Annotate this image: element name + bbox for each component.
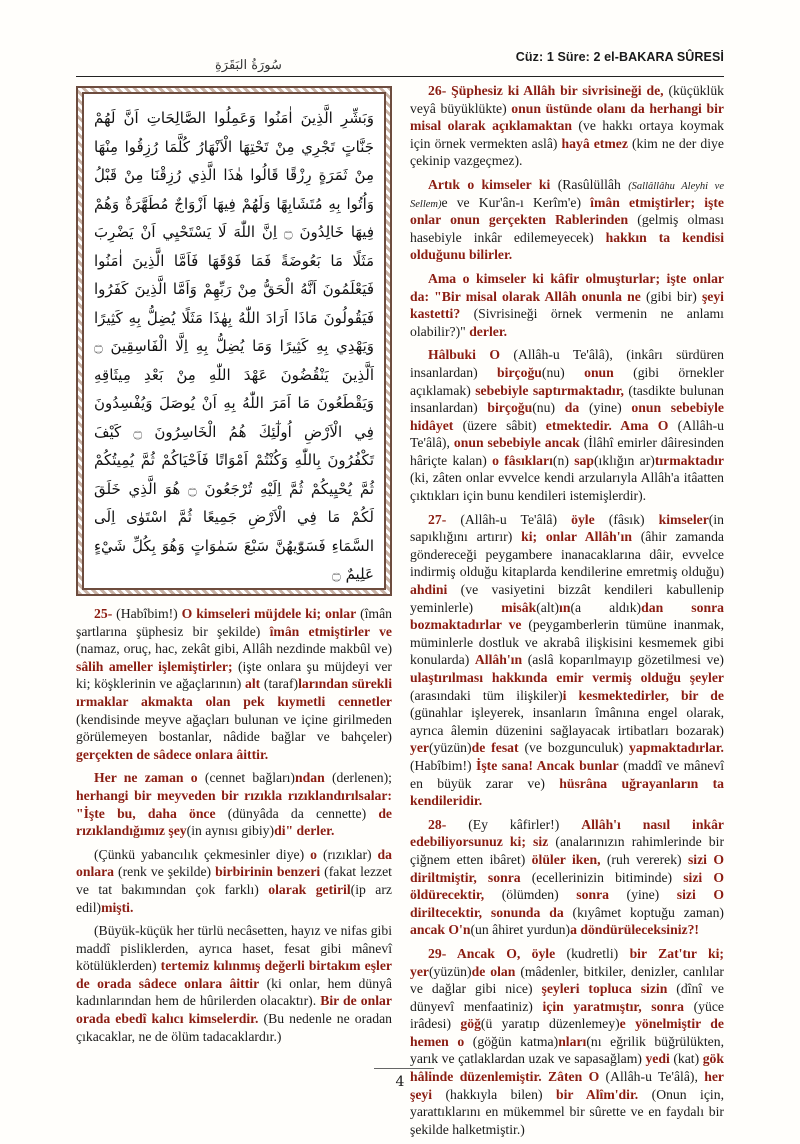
- bold-text: her şeyi: [410, 1069, 724, 1102]
- bold-text: onun sebebiyle ancak: [453, 435, 580, 451]
- bold-text: da onlara: [76, 846, 392, 880]
- plain-text: (Habîbim!): [116, 606, 182, 621]
- plain-text: (ve vasiyetini bizzât kendileri kabullenip yeminlerle): [410, 582, 724, 615]
- bold-text: sebebiyle saptırmaktadır,: [475, 382, 624, 398]
- bold-text: ın: [559, 599, 571, 615]
- bold-text: îmân etmiştirler ve: [269, 623, 393, 639]
- bold-text: a döndürüleceksiniz?!: [570, 922, 699, 938]
- bold-text: 26- Şüphesiz ki Allâh bir sivrisineği de,: [428, 83, 664, 98]
- bold-text: 28-: [428, 816, 469, 832]
- paragraph: [410, 816, 724, 939]
- plain-text: (nu): [532, 400, 565, 416]
- bold-text: ndan: [295, 770, 325, 786]
- plain-text: (in sapıklığını artırır): [410, 511, 724, 545]
- arabic-frame: [76, 86, 392, 596]
- plain-text: (kat): [669, 1051, 703, 1067]
- plain-text: (günahlar işleyerek, insanların îmânına engel olarak, ayrıca âlemin düzenini sağlayacak irtibatları bozarak): [410, 705, 724, 738]
- plain-text: (küçüklük veyâ büyüklükte): [410, 83, 725, 116]
- arabic-text: وَبَشِّرِ الَّذِينَ اٰمَنُوا وَعَمِلُوا الصَّالِحَاتِ اَنَّ لَهُمْ جَنَّاتٍ تَجْرِي مِنْ تَحْتِهَا الْاَنْهَارُ كُلَّمَا رُزِقُوا مِنْهَا مِنْ ثَمَرَةٍ رِزْقًا قَالُوا هٰذَا الَّذِي رُزِقْنَا مِنْ قَبْلُ وَاُتُوا بِهِ مُتَشَابِهًا وَلَهُمْ فِيهَا اَزْوَاجٌ مُطَهَّرَةٌ وَهُمْ فِيهَا خَالِدُونَ ۝ اِنَّ اللّٰهَ لَا يَسْتَحْيِي اَنْ يَضْرِبَ مَثَلًا مَا بَعُوضَةً فَمَا فَوْقَهَا فَاَمَّا الَّذِينَ اٰمَنُوا فَيَعْلَمُونَ اَنَّهُ الْحَقُّ مِنْ رَبِّهِمْ وَاَمَّا الَّذِينَ كَفَرُوا فَيَقُولُونَ مَاذَا اَرَادَ اللّٰهُ بِهٰذَا مَثَلًا يُضِلُّ بِهِ كَثِيرًا وَيَهْدِي بِهِ كَثِيرًا وَمَا يُضِلُّ بِهِ اِلَّا الْفَاسِقِينَ ۝ اَلَّذِينَ يَنْقُضُونَ عَهْدَ اللّٰهِ مِنْ بَعْدِ مِيثَاقِهِ وَيَقْطَعُونَ مَا اَمَرَ اللّٰهُ بِهِ اَنْ يُوصَلَ وَيُفْسِدُونَ فِي الْاَرْضِ اُولٰٓئِكَ هُمُ الْخَاسِرُونَ ۝ كَيْفَ تَكْفُرُونَ بِاللّٰهِ وَكُنْتُمْ اَمْوَاتًا فَاَحْيَاكُمْ ثُمَّ يُمِيتُكُمْ ثُمَّ يُحْيِيكُمْ ثُمَّ اِلَيْهِ تُرْجَعُونَ ۝ هُوَ الَّذِي خَلَقَ لَكُمْ مَا فِي الْاَرْضِ جَمِيعًا ثُمَّ اسْتَوٰى اِلَى السَّمَاءِ فَسَوّٰيهُنَّ سَبْعَ سَمٰوَاتٍ وَهُوَ بِكُلِّ شَيْءٍ عَلِيمٌ ۝: [82, 92, 386, 590]
- bold-text: Allâh'ın: [474, 652, 523, 668]
- plain-text: (Büyük-küçük her türlü necâsetten, hayız ve nifas gibi maddî pisliklerden, ayrıca haset, fesat gibi mânevî kötülüklerden): [76, 923, 392, 974]
- header-rule: [76, 76, 724, 77]
- bold-text: tertemiz kılınmış değerli birtakım eşler de orada sâdece onlara âittir: [76, 958, 392, 991]
- bold-text: hayâ etmez: [561, 135, 628, 151]
- bold-text: birçoğu: [497, 364, 542, 380]
- plain-text: (yine): [579, 400, 632, 416]
- plain-text: (ü yaratıp düzenlemey): [480, 1016, 620, 1032]
- page-number-rule: [374, 1068, 434, 1069]
- plain-text: (Allâh-u Te'âlâ),: [410, 417, 724, 451]
- bold-text: yedi: [645, 1051, 670, 1067]
- plain-text: (nı eğrilik büğrülükten, yarık ve çatlaklardan uzak ve sapasağlam): [410, 1033, 725, 1067]
- bold-text: sizi O diriltmiştir, sonra: [410, 851, 724, 885]
- plain-text: (un âhiret yurdun): [470, 922, 571, 938]
- plain-text: (hakkıyla bilen): [432, 1086, 556, 1102]
- plain-text: (in aynısı gibiy): [186, 823, 275, 839]
- plain-text: (göğün katma): [464, 1033, 559, 1049]
- plain-text: (Allâh-u Te'âlâ),: [599, 1069, 705, 1085]
- bold-text: alt: [245, 676, 261, 692]
- bold-text: gök hâlinde düzenlemiştir. Zâten O: [410, 1051, 724, 1085]
- bold-text: Her ne zaman o: [94, 770, 198, 786]
- plain-text: (kendisinde meyve ağaçları bulunan ve içine girilmeden görülemeyen bostanlar, nâdide bağlar ve bahçeler): [76, 711, 392, 745]
- bold-text: 25-: [94, 606, 117, 621]
- plain-text: (nu): [541, 364, 585, 380]
- bold-text: yer: [410, 740, 429, 756]
- bold-text: gerçekten de sâdece onlara âittir.: [76, 746, 269, 762]
- plain-text: (Habîbim!): [410, 757, 477, 773]
- plain-text: (ecellerinizin bitiminde): [520, 869, 684, 885]
- paragraph: [410, 270, 724, 340]
- bold-text: o: [310, 846, 317, 862]
- paragraph: [76, 769, 392, 839]
- plain-text: (Sivrisineği örnek vermenin ne anlamı olabilir?)": [410, 306, 724, 339]
- page-header: [0, 0, 800, 86]
- bold-text: O kimseleri müjdele ki; onlar: [181, 606, 357, 621]
- bold-text: ancak O'n: [410, 922, 471, 938]
- plain-text: (aslâ koparılmayıp gözetilmesi ve): [522, 652, 724, 668]
- plain-text: (ki onlar, hem dünyâ kadınlarından hem de hûrilerden olacaktır).: [76, 975, 393, 1009]
- bold-text: Ama o kimseler ki kâfir olmuşturlar; işte onlar da: "Bir misal olarak Allâh onunla ne: [410, 270, 724, 304]
- bold-text: öyle: [571, 511, 595, 527]
- plain-text: (Bu nedenle ne oradan çıkacaklar, ne de ölüm tadacaklardır.): [76, 1011, 393, 1044]
- bold-text: onun: [584, 364, 614, 380]
- plain-text: (ki, zâten onlar evvelce kendi arzularıyla Allâh'a itâatten çıktıkları için bunu kendileri istemişlerdir).: [410, 470, 724, 504]
- plain-text: (Allâh-u Te'âlâ), (inkârı sürdüren insanlardan): [410, 347, 724, 380]
- paragraph: [76, 922, 392, 1045]
- left-column: [76, 605, 392, 1051]
- bold-text: olarak getiril: [268, 881, 351, 897]
- bold-text: de fesat: [471, 740, 519, 756]
- plain-text: (îmân şartlarına şüphesiz bir şekilde): [76, 606, 393, 639]
- bold-text: için yaratmıştır, sonra: [542, 998, 684, 1014]
- bold-text: onun üstünde olanı da herhangi bir misal olarak açıklamaktan: [410, 100, 724, 134]
- bold-text: da: [564, 400, 580, 416]
- bold-text: tırmaktadır: [654, 452, 724, 468]
- bold-text: sizi O öldürecektir,: [410, 869, 724, 903]
- bold-text: şeyi kastetti?: [410, 288, 724, 322]
- bold-text: ulaştırılması hakkında emir vermiş olduğu şeyler: [410, 670, 724, 685]
- plain-text: (gelmiş olması hasebiyle inkâr edilemeyecek): [410, 212, 725, 245]
- bold-text: misâk: [501, 599, 537, 615]
- plain-text: (yüzün): [429, 963, 472, 979]
- bold-text: ki; onlar Allâh'ın: [521, 529, 632, 545]
- bold-text: 27-: [428, 511, 461, 527]
- plain-text: (cennet bağları): [197, 770, 295, 786]
- plain-text: (Allâh-u Te'âlâ): [460, 511, 572, 527]
- bold-text: onun sebebiyle hidâyet: [410, 400, 724, 433]
- plain-text: (a aldık): [570, 599, 642, 615]
- plain-text: (rızıklar): [316, 846, 378, 862]
- paragraph: [410, 176, 724, 264]
- bold-text: Bir de onlar orada ebedî kalıcı kimselerdir.: [76, 993, 392, 1027]
- paragraph: [76, 846, 392, 916]
- page-number: 4: [395, 1074, 405, 1090]
- bold-text: de olan: [471, 963, 516, 979]
- plain-text: (tasdikte bulunan insanlardan): [410, 382, 724, 416]
- plain-text: (namaz, oruç, hac, zekât gibi, Allâh nezdinde makbûl ve): [76, 641, 392, 657]
- bold-text: o fâsıkları: [492, 452, 553, 468]
- plain-text: (âhir zamanda göndereceği peygambere inanacaklarına dâir, evvelce indirmiş olduğu kitaplarda kendilerine emretmiş olduğu): [410, 529, 724, 580]
- bold-text: bir Alîm'dir.: [555, 1086, 639, 1102]
- plain-text: (yüce irâdesi): [410, 998, 724, 1032]
- plain-text: (alt): [536, 599, 560, 615]
- bold-text: herhangi bir meyveden bir rızıkla rızıklandırılsalar: "İşte bu, daha önce: [76, 787, 392, 821]
- plain-text: (derlenen);: [324, 770, 392, 786]
- plain-text: (kıyâmet koptuğu zaman): [563, 904, 724, 920]
- plain-text: (arasındaki tüm ilişkiler): [410, 687, 563, 703]
- bold-text: İşte sana! Ancak bunlar: [476, 757, 619, 773]
- bold-text: hakkın ta kendisi olduğunu bilirler.: [410, 229, 725, 263]
- plain-text: (ölümden): [484, 887, 577, 903]
- plain-text: (ruh vererek): [600, 851, 688, 867]
- bold-text: sap: [574, 452, 594, 468]
- bold-text: yapmaktadırlar.: [629, 740, 724, 756]
- bold-text: Allâh'ı nasıl inkâr edebiliyorsunuz ki; siz: [410, 816, 725, 850]
- plain-text: (taraf): [260, 676, 299, 692]
- bold-text: dan sonra bozmaktadırlar ve: [410, 599, 724, 633]
- bold-text: derler.: [469, 323, 508, 339]
- bold-text: îmân etmiştirler; işte onlar onun gerçekten Rablerinden: [410, 194, 724, 228]
- bold-text: i kesmektedirler, bir de: [562, 687, 724, 703]
- bold-text: sâlih ameller işlemiştirler;: [76, 658, 233, 674]
- plain-text: (Onun için, yarattıklarını en mükemmel bir sûrette ve en faydalı bir şekilde halketmiştir.): [410, 1086, 724, 1137]
- bold-text: Artık o kimseler ki: [428, 176, 551, 192]
- plain-text: (üzere sâbit): [453, 417, 546, 433]
- bold-text: de rızıklandığımız şey: [76, 805, 392, 839]
- bold-text: larından sürekli ırmaklar akmakta olan pek kıymetli cennetler: [76, 676, 393, 709]
- plain-text: (n): [552, 452, 575, 468]
- paragraph: [410, 82, 724, 170]
- right-column: [410, 82, 724, 1144]
- bold-text: 29- Ancak O, öyle: [428, 945, 556, 961]
- paragraph: [410, 945, 724, 1139]
- plain-text: (kim ne der diye çekinip vazgeçmez).: [410, 135, 724, 169]
- bold-text: e yönelmiştir de hemen o: [410, 1016, 724, 1049]
- bold-text: etmektedir. Ama O: [545, 417, 669, 433]
- bold-text: Hâlbuki O: [428, 347, 500, 363]
- plain-text: (Rasûlüllâh: [550, 176, 629, 192]
- plain-text: (Ey kâfirler!): [468, 816, 582, 832]
- bold-text: birbirinin benzeri: [215, 864, 321, 880]
- bold-text: kimseler: [658, 511, 709, 527]
- plain-text: (renk ve şekilde): [114, 864, 216, 880]
- plain-text: (gibi örnekler açıklamak): [410, 364, 724, 398]
- bold-text: sonra: [576, 887, 609, 903]
- plain-text: (analarınızın rahimlerinde bir çiğnem etten ibâret): [410, 834, 724, 867]
- plain-text: (dînî ve dünyevî menfaatiniz): [410, 981, 724, 1014]
- cuz-sure-label: Cüz: 1 Süre: 2 el-BAKARA SÛRESİ: [515, 50, 724, 64]
- plain-text: (yine): [608, 887, 677, 903]
- plain-text: (maddî ve mânevî en büyük zarar ve): [410, 757, 725, 791]
- plain-text: (mâdenler, bitkiler, denizler, canlılar ve dağlar gibi nice): [410, 963, 724, 997]
- plain-text: (ip arz edil): [76, 881, 393, 915]
- plain-text: (işte onlara şu müjdeyi ver ki; köşklerinin ve ağaçlarının): [76, 658, 392, 692]
- bold-text: şeyleri topluca sizin: [541, 981, 668, 997]
- paragraph: [410, 346, 724, 504]
- paragraph: [410, 511, 724, 810]
- plain-text: (ıklığın ar): [594, 452, 655, 468]
- sura-name-arabic: سُورَةُ البَقَرَةِ: [215, 58, 282, 73]
- plain-text: (yüzün): [429, 740, 472, 756]
- plain-text: (gibi bir): [640, 288, 702, 304]
- plain-text: (ve hakkı ortaya koymak için örnek vermekten aslâ): [410, 118, 724, 151]
- bold-text: nları: [558, 1033, 587, 1049]
- plain-text: (fâsık): [594, 511, 659, 527]
- plain-text: e ve Kur'ân-ı Kerîm'e): [441, 194, 591, 210]
- bold-text: mişti.: [101, 899, 134, 915]
- bold-text: göğ: [460, 1016, 481, 1032]
- plain-text: (İlâhî emirler dâiresinden hâriçte kalan): [410, 435, 724, 468]
- bold-text: bir Zat'tır ki; yer: [410, 945, 724, 979]
- plain-text: (Çünkü yabancılık çekmesinler diye): [94, 846, 311, 862]
- plain-text: (dünyâda da cennette): [215, 805, 379, 821]
- plain-text: (peygamberlerin tümüne inanmak, müminlerle dostluk ve akrabâ ilişkisini kesmemek gibi konularda): [410, 617, 724, 668]
- plain-text: (kudretli): [555, 945, 630, 961]
- paragraph: [76, 605, 392, 763]
- bold-text: di" derler.: [274, 823, 335, 839]
- plain-text: (fakat lezzet ve tat bakımından çok farklı): [76, 864, 392, 897]
- bold-text: sizi O diriltecektir, sonunda da: [410, 887, 724, 920]
- bold-text: ahdini: [410, 582, 448, 598]
- plain-text: (ve bozgunculuk): [518, 740, 630, 756]
- bold-text: birçoğu: [487, 400, 533, 416]
- small-italic-text: (Sallâllâhu Aleyhi ve Sellem): [410, 180, 724, 210]
- bold-text: ölüler iken,: [531, 851, 601, 867]
- bold-text: hüsrâna uğrayanların ta kendileridir.: [410, 775, 724, 809]
